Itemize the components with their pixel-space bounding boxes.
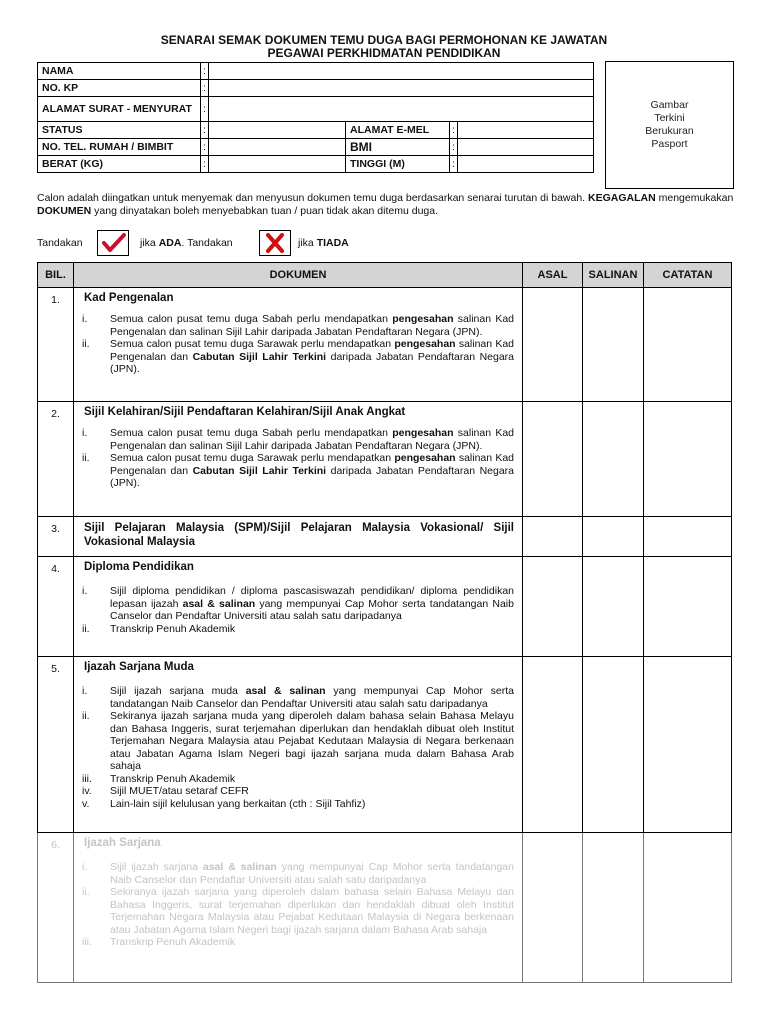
list-item — [82, 936, 514, 949]
item-text: salinan Kad Pengenalan dan — [110, 452, 514, 477]
colon: : — [201, 80, 209, 97]
table-row — [38, 517, 732, 557]
item-number: ii. — [82, 710, 90, 722]
item-number: iii. — [82, 772, 92, 785]
item-text: Semua calon pusat temu duga Sarawak perlu mendapatkan — [110, 338, 395, 350]
header-bil: BIL. — [38, 263, 74, 288]
item-bold: Cabutan Sijil Lahir Terkini — [192, 464, 327, 477]
list-item — [82, 710, 514, 773]
legend-tiada: TIADA — [316, 237, 349, 249]
item-number: i. — [82, 313, 88, 325]
catatan-cell[interactable] — [644, 402, 732, 517]
item-bold: Cabutan Sijil Lahir Terkini — [192, 350, 327, 363]
asal-cell[interactable] — [523, 833, 583, 983]
nama-field[interactable] — [209, 63, 594, 80]
item-text: daripada Jabatan Pendaftaran Negara (JPN). — [110, 350, 515, 375]
salinan-cell[interactable] — [583, 833, 644, 983]
catatan-cell[interactable] — [644, 517, 732, 557]
item-number: iv. — [82, 785, 92, 797]
item-text: yang mempunyai Cap Mohor serta tandatangan Naib Canselor dan Pendaftar Universiti atau salah satu daripadanya — [110, 597, 514, 622]
item-text: Semua calon pusat temu duga Sabah perlu mendapatkan — [110, 427, 393, 439]
item-text: salinan Kad Pengenalan dan salinan Sijil Lahir daripada Jabatan Pendaftaran Negara (JPN). — [110, 427, 515, 452]
label-bmi: BMI — [346, 139, 450, 156]
item-text: Sijil ijazah sarjana — [110, 861, 203, 873]
item-bold: asal & salinan — [202, 861, 277, 873]
table-row — [38, 657, 732, 833]
row-content — [74, 657, 523, 833]
item-text: salinan Kad Pengenalan dan — [110, 338, 514, 363]
list-item — [82, 452, 514, 490]
note-bold: KEGAGALAN — [588, 192, 656, 204]
status-field[interactable] — [209, 122, 346, 139]
legend-jika: jika — [140, 237, 159, 249]
table-row — [38, 402, 732, 517]
legend-check-box — [97, 230, 129, 256]
label-alamat-emel: ALAMAT E-MEL — [346, 122, 450, 139]
salinan-cell[interactable] — [583, 288, 644, 402]
note-bold: DOKUMEN — [37, 205, 92, 217]
table-row — [38, 833, 732, 983]
legend-ada: ADA — [158, 237, 182, 249]
item-text: yang mempunyai Cap Mohor serta tandatangan Naib Canselor dan Pendaftar Universiti atau salah satu daripadanya — [110, 685, 514, 710]
catatan-cell[interactable] — [644, 833, 732, 983]
salinan-cell[interactable] — [583, 517, 644, 557]
header-asal: ASAL — [523, 263, 583, 288]
list-item — [82, 798, 514, 811]
asal-cell[interactable] — [523, 517, 583, 557]
legend-cross-box — [259, 230, 291, 256]
colon: : — [201, 156, 209, 173]
item-text: Lain-lain sijil kelulusan yang berkaitan (cth : Sijil Tahfiz) — [110, 797, 366, 810]
bmi-field[interactable] — [458, 139, 594, 156]
salinan-cell[interactable] — [583, 402, 644, 517]
tinggi-field[interactable] — [458, 156, 594, 173]
row-number: 6. — [38, 833, 74, 983]
item-number: i. — [82, 685, 88, 697]
item-text: Sekiranya ijazah sarjana muda yang diperoleh dalam bahasa selain Bahasa Melayu dan Bahasa Inggeris, surat terjemahan diperlukan dan hendaklah dibuat oleh Institut Terjemahan Negara Malaysia atau Pejabat Kedutaan Malaysia di Negara berkenaan atau Jabatan Agama Islam Negeri bagi ijazah sarjana muda dalam Bahasa Arab sahaja — [110, 710, 514, 772]
table-row — [38, 288, 732, 402]
list-item — [82, 427, 514, 452]
item-number: v. — [82, 797, 90, 810]
item-text: Sijil diploma pendidikan / diploma pascasiswazah pendidikan/ diploma pendidikan lepasan ijazah — [110, 585, 514, 610]
label-tinggi: TINGGI (M) — [346, 156, 450, 173]
item-number: i. — [82, 427, 88, 439]
item-text: Semua calon pusat temu duga Sabah perlu mendapatkan — [110, 313, 393, 325]
item-text: Transkrip Penuh Akademik — [110, 622, 236, 635]
photo-label: Gambar Terkini Berukuran Pasport — [645, 99, 694, 150]
item-bold: pengesahan — [392, 427, 454, 439]
header-salinan: SALINAN — [583, 263, 644, 288]
legend-jika: jika — [298, 237, 317, 249]
label-berat: BERAT (KG) — [38, 156, 201, 173]
colon: : — [201, 97, 209, 122]
catatan-cell[interactable] — [644, 657, 732, 833]
item-number: ii. — [82, 886, 90, 898]
list-item — [82, 685, 514, 710]
item-text: yang mempunyai Cap Mohor serta tandatangan Naib Canselor dan Pendaftar Universiti atau salah satu daripadanya — [110, 861, 514, 886]
alamat-emel-field[interactable] — [458, 122, 594, 139]
label-alamat-surat: ALAMAT SURAT - MENYURAT — [38, 97, 201, 122]
no-tel-field[interactable] — [209, 139, 346, 156]
row-number: 5. — [38, 657, 74, 833]
row-title: Ijazah Sarjana Muda — [84, 661, 194, 673]
label-no-tel: NO. TEL. RUMAH / BIMBIT — [38, 139, 201, 156]
row-title: Kad Pengenalan — [84, 292, 174, 304]
colon: : — [450, 122, 458, 139]
item-number: i. — [82, 861, 88, 873]
asal-cell[interactable] — [523, 402, 583, 517]
catatan-cell[interactable] — [644, 557, 732, 657]
colon: : — [450, 139, 458, 156]
item-text: Transkrip Penuh Akademik — [110, 772, 236, 785]
legend-jika-tiada — [298, 237, 349, 249]
item-number: ii. — [82, 452, 90, 464]
row-content — [74, 288, 523, 402]
item-text: Sijil ijazah sarjana muda — [110, 685, 246, 697]
row-content — [74, 833, 523, 983]
berat-field[interactable] — [209, 156, 346, 173]
note-text: Calon adalah diingatkan untuk menyemak dan menyusun dokumen temu duga berdasarkan senarai turutan di bawah. — [37, 192, 589, 204]
row-content — [74, 517, 523, 557]
item-text: daripada Jabatan Pendaftaran Negara (JPN). — [110, 464, 515, 489]
list-item — [82, 313, 514, 338]
table-row — [38, 557, 732, 657]
asal-cell[interactable] — [523, 657, 583, 833]
list-item — [82, 773, 514, 786]
catatan-cell[interactable] — [644, 288, 732, 402]
item-bold: pengesahan — [392, 313, 454, 325]
asal-cell[interactable] — [523, 557, 583, 657]
item-number: iii. — [82, 936, 92, 948]
check-icon — [98, 231, 128, 255]
item-number: i. — [82, 585, 88, 597]
label-nama: NAMA — [38, 63, 201, 80]
note-text: mengemukakan — [655, 192, 734, 204]
row-title: Sijil Kelahiran/Sijil Pendaftaran Kelahiran/Sijil Anak Angkat — [84, 406, 406, 418]
row-content — [74, 557, 523, 657]
row-title: Ijazah Sarjana — [84, 837, 161, 849]
colon: : — [201, 63, 209, 80]
colon: : — [201, 139, 209, 156]
cross-icon — [260, 231, 290, 255]
item-text: Sekiranya ijazah sarjana yang diperoleh dalam bahasa selain Bahasa Melayu dan Bahasa Inggeris, surat terjemahan diperlukan dan hendaklah dibuat oleh Institut Terjemahan Negara Malaysia atau Pejabat Kedutaan Malaysia di Negara berkenaan atau Jabatan Agama Islam Negeri bagi ijazah sarjana dalam Bahasa Arab sahaja — [110, 886, 514, 936]
list-item — [82, 785, 514, 798]
page-title-line2: PEGAWAI PERKHIDMATAN PENDIDIKAN — [267, 46, 501, 60]
list-item — [82, 886, 514, 936]
colon: : — [201, 122, 209, 139]
item-bold: pengesahan — [394, 338, 456, 350]
page-title-line1: SENARAI SEMAK DOKUMEN TEMU DUGA BAGI PERMOHONAN KE JAWATAN — [160, 33, 608, 47]
row-number: 1. — [38, 288, 74, 402]
item-number: ii. — [82, 622, 90, 635]
note-text: yang dinyatakan boleh menyebabkan tuan / puan tidak akan ditemu duga. — [91, 205, 439, 217]
passport-photo-box[interactable] — [605, 61, 734, 189]
item-text: Semua calon pusat temu duga Sarawak perlu mendapatkan — [110, 452, 395, 464]
row-title: Sijil Pelajaran Malaysia (SPM)/Sijil Pelajaran Malaysia Vokasional/ Sijil Vokasional Malaysia — [84, 522, 514, 548]
alamat-surat-field[interactable] — [209, 97, 594, 122]
list-item — [82, 585, 514, 623]
salinan-cell[interactable] — [583, 557, 644, 657]
label-no-kp: NO. KP — [38, 80, 201, 97]
row-title: Diploma Pendidikan — [84, 561, 194, 573]
legend — [37, 226, 737, 258]
header-catatan: CATATAN — [644, 263, 732, 288]
legend-jika-ada — [140, 237, 233, 249]
row-number: 3. — [38, 517, 74, 557]
item-bold: asal & salinan — [245, 685, 326, 697]
item-number: ii. — [82, 338, 90, 350]
row-content — [74, 402, 523, 517]
document-checklist-table — [37, 262, 732, 983]
label-status: STATUS — [38, 122, 201, 139]
list-item — [82, 861, 514, 886]
asal-cell[interactable] — [523, 288, 583, 402]
no-kp-field[interactable] — [209, 80, 594, 97]
item-bold: pengesahan — [394, 452, 456, 464]
item-text: salinan Kad Pengenalan dan salinan Sijil Lahir daripada Jabatan Pendaftaran Negara (JPN). — [110, 313, 515, 338]
list-item — [82, 623, 514, 636]
item-bold: asal & salinan — [182, 597, 256, 610]
applicant-info-table — [37, 62, 594, 173]
legend-tandakan2: . Tandakan — [181, 237, 233, 249]
item-text: Sijil MUET/atau setaraf CEFR — [110, 785, 249, 797]
colon: : — [450, 156, 458, 173]
list-item — [82, 338, 514, 376]
salinan-cell[interactable] — [583, 657, 644, 833]
row-number: 2. — [38, 402, 74, 517]
header-dokumen: DOKUMEN — [74, 263, 523, 288]
item-text: Transkrip Penuh Akademik — [110, 936, 236, 948]
instruction-note — [37, 192, 737, 218]
row-number: 4. — [38, 557, 74, 657]
legend-tandakan: Tandakan — [37, 237, 83, 249]
